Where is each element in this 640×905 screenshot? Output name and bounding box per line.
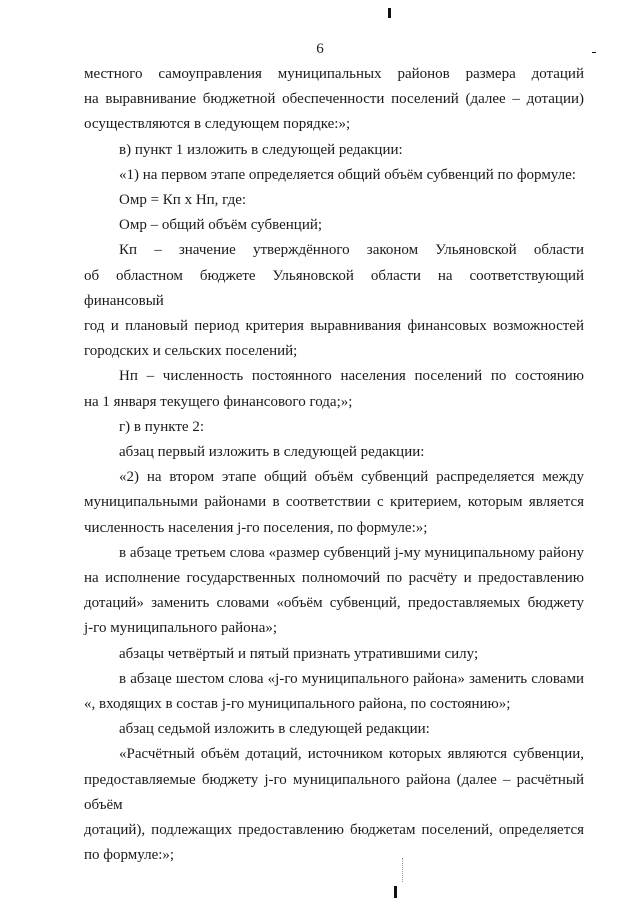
text-line: предоставляемые бюджету j-го муниципального района (далее – расчётный объём (84, 771, 584, 813)
text-line: абзацы четвёртый и пятый признать утратившими силу; (119, 645, 479, 662)
text-line: на 1 января текущего финансового года;»; (84, 393, 353, 410)
text-line: в абзаце третьем слова «размер субвенций j-му муниципальному району (119, 544, 584, 561)
text-line: «Расчётный объём дотаций, источником которых являются субвенции, (119, 746, 584, 763)
text-line: дотаций» заменить словами «объём субвенций, предоставляемых бюджету (84, 595, 584, 612)
text-line: абзац первый изложить в следующей редакции: (119, 444, 425, 461)
text-line: Омр – общий объём субвенций; (119, 217, 323, 234)
text-line: j-го муниципального района»; (84, 620, 278, 637)
text-line: осуществляются в следующем порядке:»; (84, 116, 351, 133)
document-body (84, 62, 584, 869)
text-line: в) пункт 1 изложить в следующей редакции: (119, 141, 403, 158)
text-line: численность населения j-го поселения, по формуле:»; (84, 519, 428, 536)
text-line: абзац седьмой изложить в следующей редакции: (119, 721, 430, 738)
text-line: «, входящих в состав j-го муниципального района, по состоянию»; (84, 696, 511, 713)
text-line: «2) на втором этапе общий объём субвенций распределяется между (119, 469, 584, 486)
text-line: «1) на первом этапе определяется общий объём субвенций по формуле: (119, 166, 576, 183)
text-line: г) в пункте 2: (119, 418, 205, 435)
scan-mark-bottom (394, 886, 397, 898)
text-line: год и плановый период критерия выравнивания финансовых возможностей (84, 318, 584, 335)
text-line: Омр = Кп х Нп, где: (119, 192, 247, 209)
text-line: на выравнивание бюджетной обеспеченности поселений (далее – дотации) (84, 91, 584, 108)
text-line: на исполнение государственных полномочий по расчёту и предоставлению (84, 570, 584, 587)
text-line: Нп – численность постоянного населения поселений по состоянию (119, 368, 584, 385)
page-number: 6 (316, 41, 324, 57)
scan-mark-top (388, 8, 391, 18)
text-line: городских и сельских поселений; (84, 343, 298, 360)
text-line: в абзаце шестом слова «j-го муниципального района» заменить словами (119, 670, 584, 687)
text-line: Кп – значение утверждённого законом Ульяновской области (119, 242, 584, 259)
text-line: дотаций), подлежащих предоставлению бюджетам поселений, определяется (84, 822, 584, 839)
text-line: об областном бюджете Ульяновской области на соответствующий финансовый (84, 267, 584, 309)
text-line: по формуле:»; (84, 847, 175, 864)
text-line: местного самоуправления муниципальных районов размера дотаций (84, 66, 584, 82)
text-line: муниципальными районами в соответствии с критерием, которым является (84, 494, 584, 511)
